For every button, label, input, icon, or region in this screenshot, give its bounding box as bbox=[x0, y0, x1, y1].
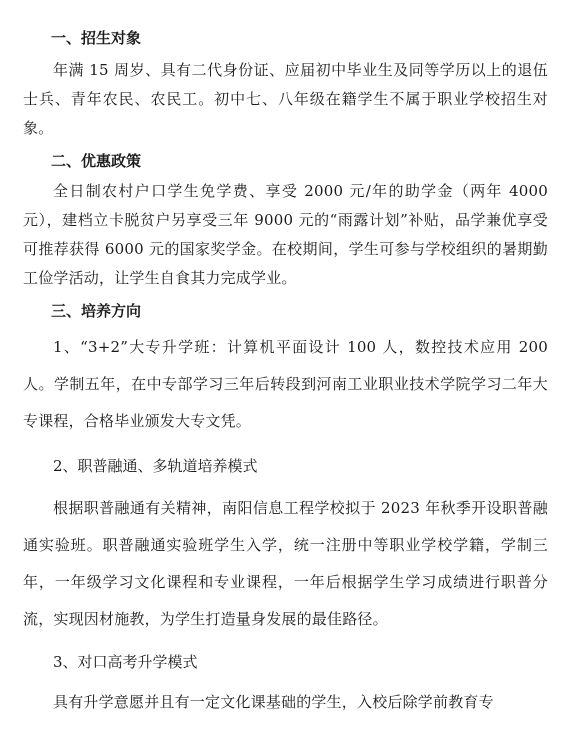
subsection-title-general-vocational: 2、职普融通、多轨道培养模式 bbox=[53, 457, 258, 475]
section-heading-training-direction: 三、培养方向 bbox=[51, 302, 142, 320]
subsection-paragraph-college-entrance: 具有升学意愿并且有一定文化课基础的学生，入校后除学前教育专 bbox=[53, 693, 494, 711]
section-heading-preferential-policy: 二、优惠政策 bbox=[51, 152, 142, 170]
section-paragraph-preferential-policy: 全日制农村户口学生免学费、享受 2000 元/年的助学金（两年 4000 元），建档立卡脱贫户另享受三年 9000 元的“雨露计划”补贴，品学兼优享受可推荐获得 6000 元的国家奖学金。在校期间，学生可参与学校组织的暑期勤工俭学活动，让学生自食其力完成学业。 bbox=[23, 182, 548, 287]
section-paragraph-training-direction: 1、“3+2”大专升学班：计算机平面设计 100 人，数控技术应用 200 人。学制五年，在中专部学习三年后转段到河南工业职业技术学院学习二年大专课程，合格毕业颁发大专文凭。 bbox=[23, 338, 548, 430]
subsection-paragraph-general-vocational: 根据职普融通有关精神，南阳信息工程学校拟于 2023 年秋季开设职普融通实验班。职普融通实验班学生入学，统一注册中等职业学校学籍，学制三年，一年级学习文化课程和专业课程，一年后根据学生学习成绩进行职普分流，实现因材施教，为学生打造量身发展的最佳路径。 bbox=[23, 499, 548, 628]
section-paragraph-enrollment-target: 年满 15 周岁、具有二代身份证、应届初中毕业生及同等学历以上的退伍士兵、青年农民、农民工。初中七、八年级在籍学生不属于职业学校招生对象。 bbox=[23, 61, 548, 137]
section-heading-enrollment-target: 一、招生对象 bbox=[51, 29, 142, 47]
subsection-title-college-entrance: 3、对口高考升学模式 bbox=[53, 653, 198, 671]
